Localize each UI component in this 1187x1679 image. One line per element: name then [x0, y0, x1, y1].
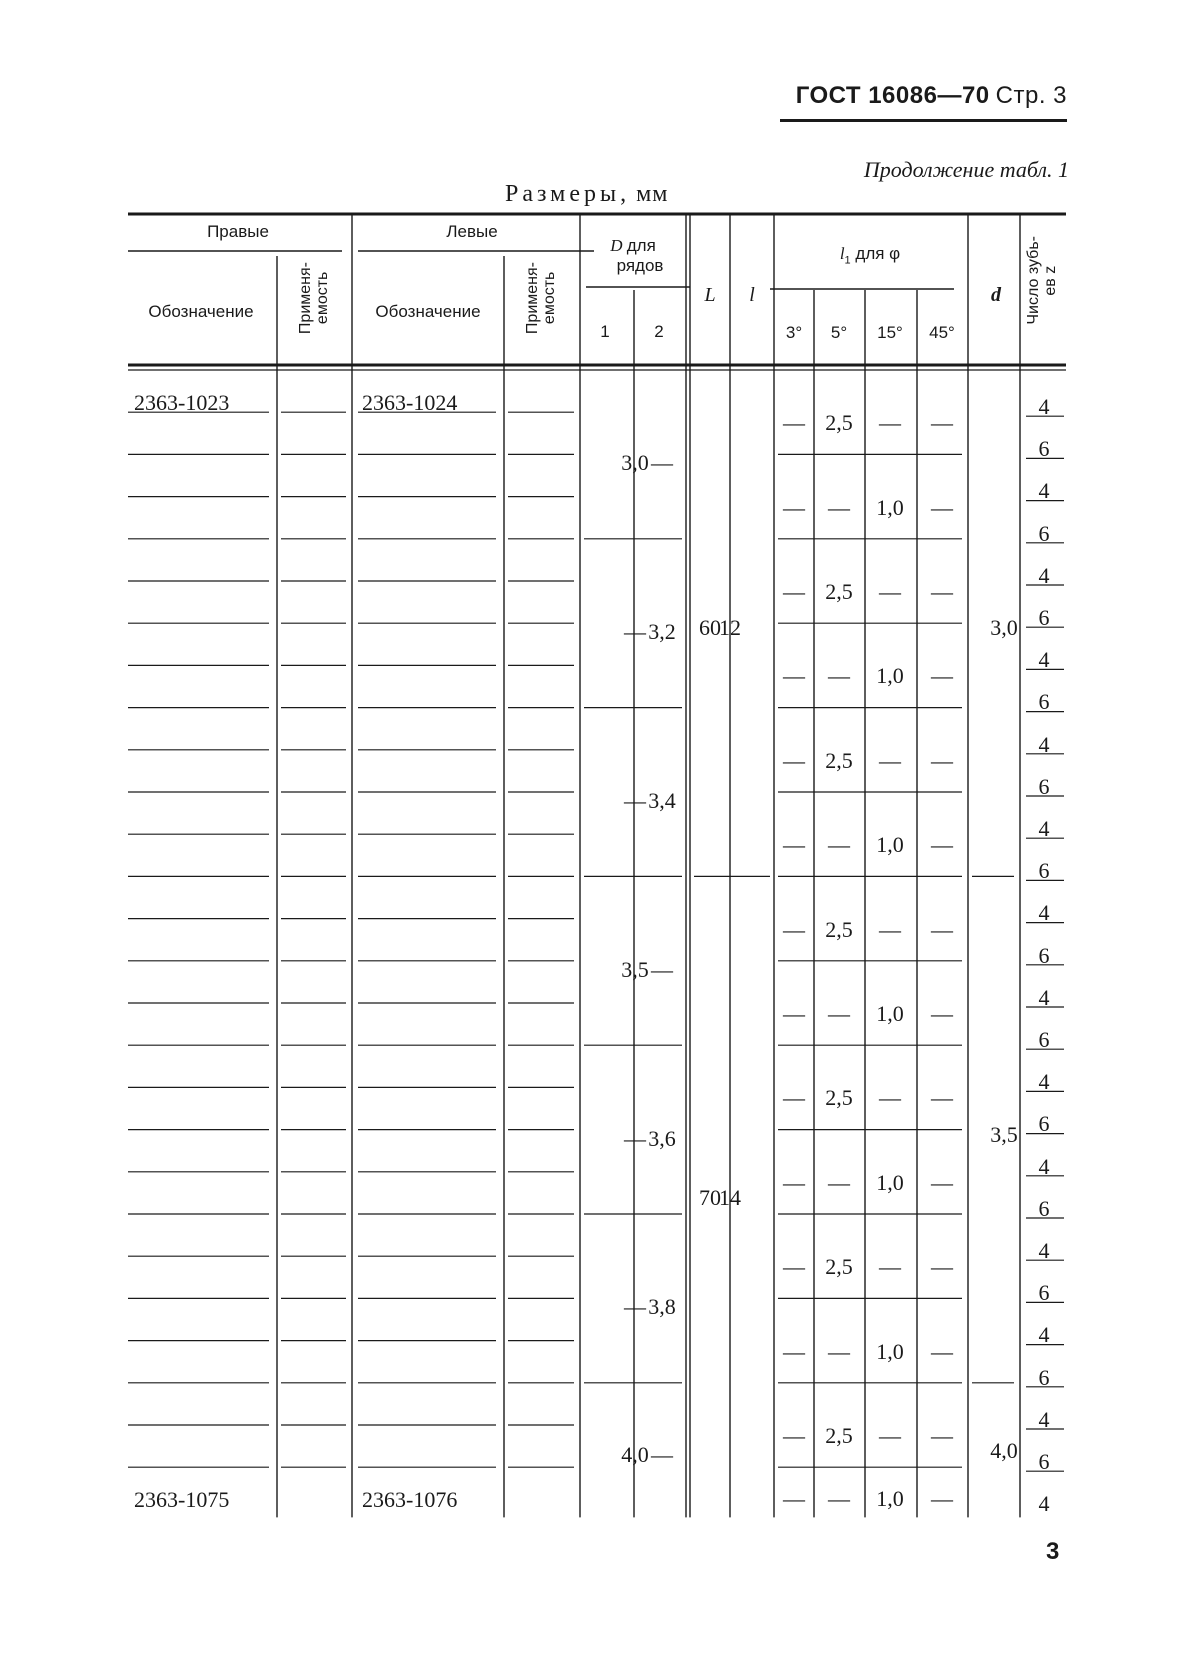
- d-row1-value: —: [624, 788, 646, 813]
- l-value: 14: [719, 1184, 741, 1210]
- standard-number: ГОСТ 16086—70: [795, 82, 990, 109]
- header-angle-5: 5°: [830, 323, 848, 342]
- l1-angle-15: 1,0: [876, 663, 904, 689]
- designation-left: 2363-1076: [362, 1487, 458, 1513]
- d-row1-value: —: [624, 1125, 646, 1151]
- l1-angle-45: —: [931, 747, 953, 773]
- l1-angle-5: 2,5: [825, 1423, 853, 1448]
- l1-angle-5: —: [828, 663, 850, 689]
- header-angle-15: 15°: [877, 323, 903, 342]
- teeth-count: 6: [1038, 858, 1050, 884]
- l1-angle-3: —: [783, 579, 805, 604]
- header-l1-sub: 1: [844, 254, 851, 267]
- d-row2-value: —: [651, 450, 673, 476]
- teeth-count: 4: [1038, 816, 1050, 841]
- l1-angle-5: —: [828, 494, 850, 520]
- page-number: 3: [1046, 1538, 1060, 1565]
- header-designation-left: Обозначение: [375, 302, 481, 321]
- l1-angle-45: —: [931, 1085, 953, 1111]
- teeth-count: 4: [1038, 1491, 1050, 1517]
- l1-angle-3: —: [783, 1254, 805, 1280]
- l1-angle-5: —: [828, 1338, 850, 1364]
- header-d-var: D: [610, 236, 627, 255]
- d-row2-value: 3,8: [648, 1294, 676, 1320]
- L-value: 60: [699, 615, 721, 641]
- l1-angle-5: —: [828, 1169, 850, 1195]
- l1-angle-3: —: [783, 1169, 805, 1195]
- table-continuation-label: Продолжение табл. 1: [863, 157, 1069, 182]
- l1-angle-15: —: [879, 410, 901, 436]
- teeth-count: 6: [1038, 1449, 1050, 1474]
- teeth-count: 4: [1038, 984, 1050, 1010]
- l1-angle-3: —: [783, 410, 805, 436]
- teeth-count: 4: [1038, 1069, 1050, 1095]
- header-l1-var: l: [839, 244, 845, 263]
- l1-angle-3: —: [783, 1338, 805, 1364]
- d-row2-value: —: [651, 956, 673, 982]
- header-d-rows-label: рядов: [616, 256, 664, 275]
- d-row2-value: 3,6: [648, 1125, 676, 1151]
- l1-angle-3: —: [783, 1486, 805, 1512]
- l1-angle-3: —: [783, 1423, 805, 1448]
- header-l1-label: для φ: [850, 244, 901, 263]
- l1-angle-3: —: [783, 494, 805, 520]
- l1-angle-3: —: [783, 747, 805, 773]
- teeth-count: 6: [1038, 436, 1050, 462]
- l1-angle-15: 1,0: [876, 494, 904, 520]
- header-L: L: [704, 284, 716, 306]
- l1-angle-3: —: [783, 1001, 805, 1026]
- l1-angle-45: —: [931, 916, 953, 942]
- l1-angle-3: —: [783, 916, 805, 942]
- l1-angle-5: 2,5: [825, 1254, 853, 1280]
- l1-angle-15: 1,0: [876, 1001, 904, 1026]
- teeth-count: 4: [1038, 647, 1050, 673]
- d-row2-value: 3,2: [648, 619, 676, 645]
- l1-angle-5: —: [828, 832, 850, 858]
- page-label: Стр. 3: [995, 82, 1067, 109]
- l-value: 12: [719, 615, 741, 641]
- teeth-count: 4: [1038, 1153, 1050, 1179]
- l1-angle-5: —: [828, 1486, 850, 1512]
- teeth-count: 6: [1038, 942, 1050, 968]
- header-angle-45: 45°: [929, 323, 955, 342]
- teeth-count: 4: [1038, 562, 1050, 588]
- caption-unit: мм: [636, 181, 669, 207]
- l1-angle-15: 1,0: [876, 1486, 904, 1512]
- l1-angle-15: —: [879, 1085, 901, 1111]
- l1-angle-5: 2,5: [825, 1085, 853, 1111]
- header-applicability-right: Применя- емость: [296, 262, 331, 335]
- header-left: Левые: [446, 222, 498, 241]
- l1-angle-5: 2,5: [825, 916, 853, 942]
- l1-angle-45: —: [931, 410, 953, 436]
- l1-angle-45: —: [931, 663, 953, 689]
- header-d-for: для: [626, 236, 656, 255]
- d-value: 4,0: [990, 1438, 1018, 1464]
- l1-angle-45: —: [931, 579, 953, 604]
- teeth-count: 4: [1038, 1238, 1050, 1263]
- l1-angle-45: —: [931, 832, 953, 858]
- teeth-count: 6: [1038, 689, 1050, 715]
- l1-angle-15: —: [879, 579, 901, 604]
- designation-right: 2363-1075: [134, 1487, 230, 1513]
- teeth-count: 6: [1038, 1027, 1050, 1052]
- l1-angle-15: —: [879, 916, 901, 942]
- d-value: 3,0: [990, 615, 1018, 641]
- teeth-count: 6: [1038, 520, 1050, 546]
- header-row-1: 1: [600, 322, 610, 341]
- l1-angle-45: —: [931, 1338, 953, 1364]
- teeth-count: 6: [1038, 1364, 1050, 1390]
- header-row-2: 2: [654, 322, 664, 341]
- l1-angle-5: 2,5: [825, 579, 853, 604]
- l1-angle-15: —: [879, 747, 901, 773]
- l1-angle-45: —: [931, 1486, 953, 1512]
- l1-angle-15: —: [879, 1254, 901, 1280]
- teeth-count: 6: [1038, 773, 1050, 799]
- l1-angle-45: —: [931, 1169, 953, 1195]
- teeth-count: 6: [1038, 1280, 1050, 1306]
- l1-angle-3: —: [783, 832, 805, 858]
- L-value: 70: [699, 1184, 721, 1210]
- teeth-count: 4: [1038, 394, 1050, 419]
- d-row1-value: —: [624, 1294, 646, 1320]
- teeth-count: 6: [1038, 605, 1050, 630]
- teeth-count: 4: [1038, 1322, 1050, 1348]
- l1-angle-45: —: [931, 1001, 953, 1026]
- designation-right: 2363-1023: [134, 390, 230, 415]
- l1-angle-3: —: [783, 663, 805, 689]
- teeth-count: 4: [1038, 900, 1050, 926]
- header-teeth-count: Число зубь- ев z: [1025, 236, 1059, 325]
- l1-angle-15: 1,0: [876, 832, 904, 858]
- l1-angle-5: 2,5: [825, 410, 853, 436]
- header-right: Правые: [207, 222, 269, 241]
- d-row1-value: 3,5: [621, 956, 649, 982]
- d-row1-value: 3,0: [621, 450, 649, 476]
- teeth-count: 6: [1038, 1111, 1050, 1137]
- l1-angle-5: 2,5: [825, 747, 853, 773]
- teeth-count: 4: [1038, 478, 1050, 504]
- d-row2-value: —: [651, 1442, 673, 1468]
- teeth-count: 4: [1038, 731, 1050, 757]
- d-value: 3,5: [990, 1121, 1018, 1147]
- teeth-count: 4: [1038, 1406, 1050, 1432]
- header-designation-right: Обозначение: [148, 302, 254, 321]
- l1-angle-45: —: [931, 1254, 953, 1280]
- teeth-count: 6: [1038, 1195, 1050, 1221]
- header-l1: [840, 244, 900, 266]
- caption-title: Размеры,: [505, 181, 631, 207]
- header-d-rows: [610, 236, 656, 256]
- l1-angle-45: —: [931, 1423, 953, 1448]
- header-applicability-left: Применя- емость: [524, 262, 558, 335]
- l1-angle-45: —: [931, 494, 953, 520]
- l1-angle-3: —: [783, 1085, 805, 1111]
- d-row1-value: —: [624, 619, 646, 645]
- l1-angle-15: —: [879, 1423, 901, 1448]
- header-angle-3: 3°: [785, 323, 803, 342]
- header-l: l: [749, 284, 755, 306]
- header-d: d: [991, 284, 1001, 306]
- d-row1-value: 4,0: [621, 1442, 649, 1468]
- l1-angle-15: 1,0: [876, 1338, 904, 1364]
- designation-left: 2363-1024: [362, 390, 458, 415]
- l1-angle-15: 1,0: [876, 1169, 904, 1195]
- l1-angle-5: —: [828, 1001, 850, 1026]
- d-row2-value: 3,4: [648, 788, 676, 813]
